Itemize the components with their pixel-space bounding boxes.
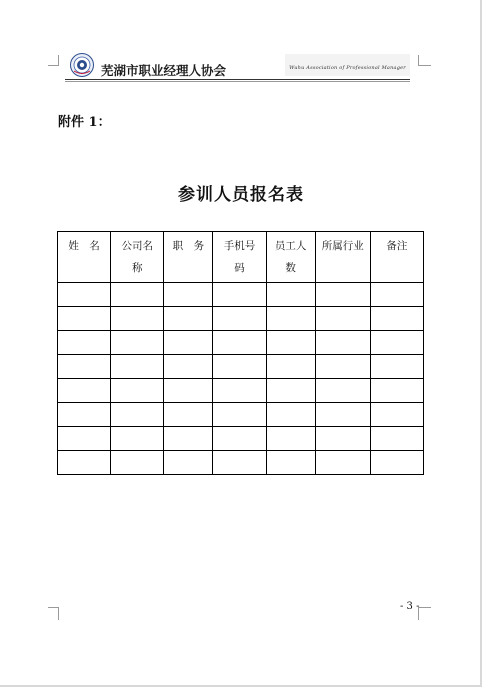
table-cell[interactable] (266, 283, 315, 307)
page-header (65, 48, 410, 82)
table-cell[interactable] (315, 283, 370, 307)
table-cell[interactable] (164, 355, 213, 379)
table-cell[interactable] (213, 307, 266, 331)
table-cell[interactable] (58, 427, 111, 451)
table-cell[interactable] (58, 451, 111, 475)
column-header-line2: 数 (285, 262, 296, 274)
column-header-line2: 称 (131, 262, 143, 274)
column-header (266, 232, 315, 283)
table-cell[interactable] (370, 427, 423, 451)
table-cell[interactable] (58, 283, 111, 307)
org-name-cn: 芜湖市职业经理人协会 (101, 63, 227, 78)
column-header (58, 232, 111, 283)
association-logo-icon (70, 53, 94, 77)
table-row (58, 403, 424, 427)
table-cell[interactable] (315, 427, 370, 451)
table-row (58, 355, 424, 379)
table-row (58, 427, 424, 451)
table-cell[interactable] (315, 331, 370, 355)
table-cell[interactable] (164, 283, 213, 307)
table-cell[interactable] (266, 451, 315, 475)
table-cell[interactable] (370, 307, 423, 331)
table-cell[interactable] (58, 379, 111, 403)
table-cell[interactable] (213, 403, 266, 427)
table-cell[interactable] (370, 403, 423, 427)
attachment-label: 附件 1： (58, 115, 111, 130)
form-title: 参训人员报名表 (178, 185, 304, 205)
table-cell[interactable] (58, 355, 111, 379)
table-cell[interactable] (370, 331, 423, 355)
table-cell[interactable] (266, 403, 315, 427)
table-row (58, 451, 424, 475)
registration-table (57, 231, 424, 475)
table-cell[interactable] (266, 355, 315, 379)
column-header-line1: 职 务 (172, 240, 205, 252)
column-header (370, 232, 423, 283)
table-cell[interactable] (58, 307, 111, 331)
crop-mark-bottom-right (418, 607, 431, 620)
table-cell[interactable] (315, 451, 370, 475)
column-header (315, 232, 370, 283)
table-cell[interactable] (213, 379, 266, 403)
table-cell[interactable] (213, 331, 266, 355)
table-cell[interactable] (370, 379, 423, 403)
column-header (164, 232, 213, 283)
column-header-line1: 所属行业 (321, 240, 364, 252)
table-cell[interactable] (266, 379, 315, 403)
table-cell[interactable] (164, 427, 213, 451)
org-name-en: Wuhu Association of Professional Manager (289, 65, 406, 71)
table-header-row (58, 232, 424, 283)
table-cell[interactable] (164, 403, 213, 427)
table-cell[interactable] (111, 355, 164, 379)
crop-mark-bottom-left (48, 607, 59, 620)
table-cell[interactable] (164, 307, 213, 331)
table-cell[interactable] (213, 451, 266, 475)
header-rule-thin (65, 81, 410, 82)
column-header (213, 232, 266, 283)
table-cell[interactable] (111, 379, 164, 403)
crop-mark-top-left (48, 55, 59, 66)
page-number: - 3 - (400, 601, 420, 612)
table-row (58, 331, 424, 355)
table-row (58, 379, 424, 403)
table-cell[interactable] (111, 427, 164, 451)
table-cell[interactable] (370, 355, 423, 379)
table-cell[interactable] (370, 283, 423, 307)
table-cell[interactable] (315, 403, 370, 427)
crop-mark-top-right (418, 55, 431, 66)
column-header-line1: 姓 名 (68, 240, 100, 252)
table-cell[interactable] (315, 355, 370, 379)
table-cell[interactable] (111, 403, 164, 427)
column-header-line2: 码 (234, 262, 245, 274)
table-cell[interactable] (266, 331, 315, 355)
table-cell[interactable] (213, 355, 266, 379)
table-row (58, 307, 424, 331)
column-header-line1: 手机号 (223, 240, 256, 252)
column-header-line1: 备注 (386, 240, 408, 252)
column-header-line1: 员工人 (274, 240, 307, 252)
table-cell[interactable] (164, 379, 213, 403)
table-cell[interactable] (111, 283, 164, 307)
table-cell[interactable] (266, 427, 315, 451)
table-cell[interactable] (111, 451, 164, 475)
table-cell[interactable] (315, 307, 370, 331)
table-cell[interactable] (370, 451, 423, 475)
table-cell[interactable] (213, 283, 266, 307)
table-cell[interactable] (315, 379, 370, 403)
table-cell[interactable] (58, 331, 111, 355)
table-cell[interactable] (58, 403, 111, 427)
column-header (111, 232, 164, 283)
table-cell[interactable] (164, 451, 213, 475)
table-cell[interactable] (111, 307, 164, 331)
table-cell[interactable] (213, 427, 266, 451)
column-header-line1: 公司名 (121, 240, 153, 252)
table-cell[interactable] (164, 331, 213, 355)
table-cell[interactable] (266, 307, 315, 331)
table-row (58, 283, 424, 307)
table-body (58, 283, 424, 475)
header-rule (65, 79, 410, 80)
table-cell[interactable] (111, 331, 164, 355)
